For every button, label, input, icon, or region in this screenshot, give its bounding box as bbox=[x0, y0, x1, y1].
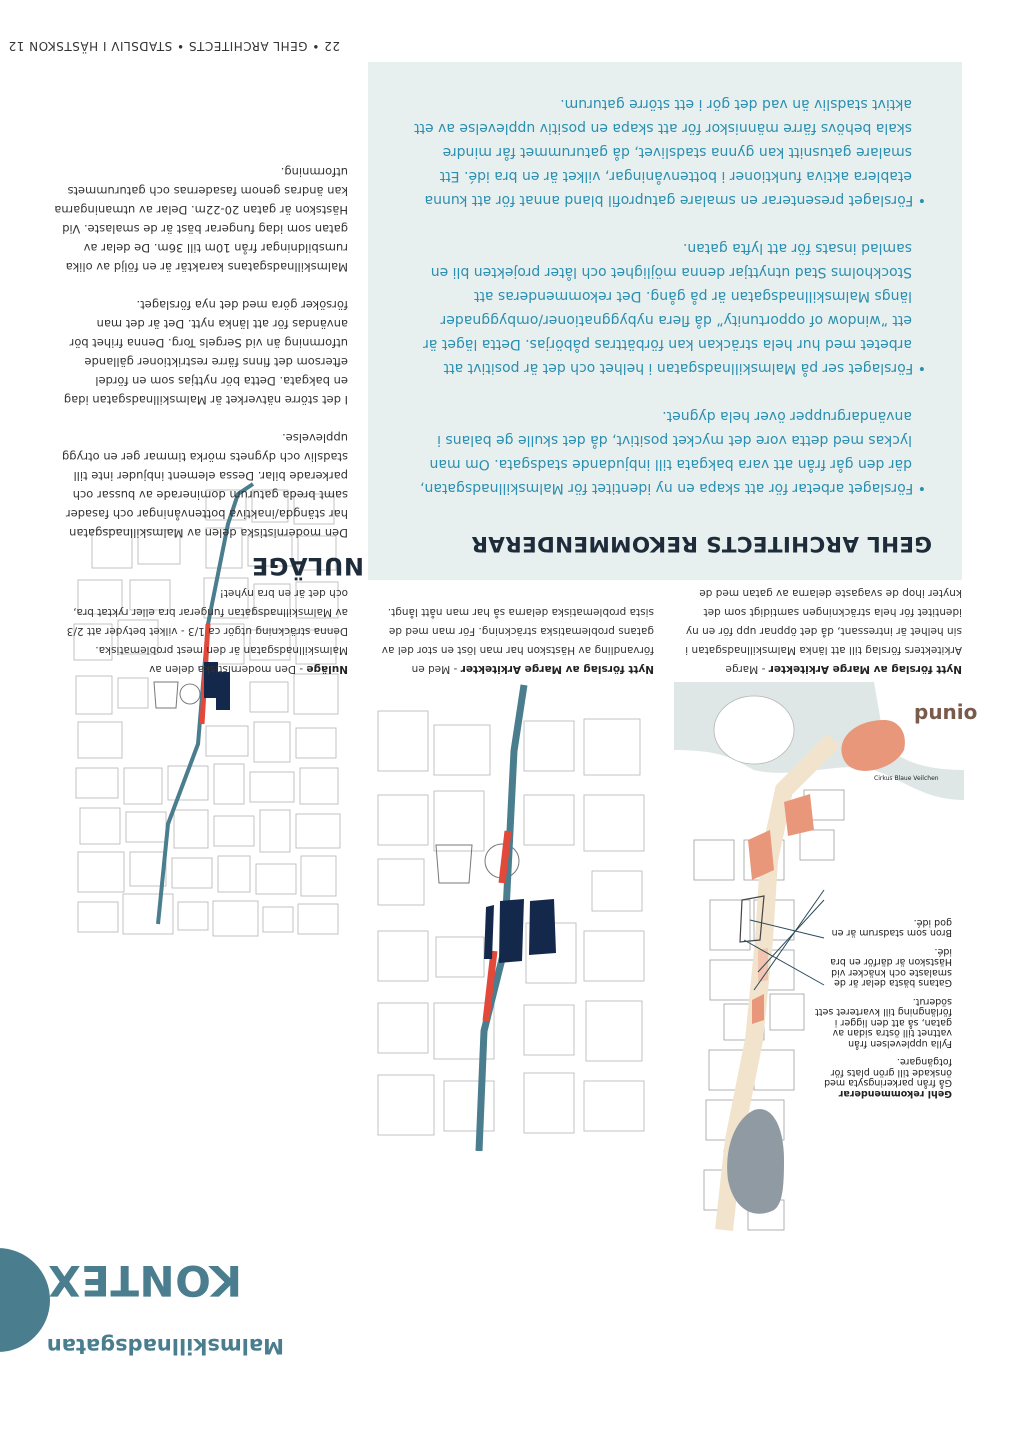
section-title: KONTEXT bbox=[18, 1256, 242, 1305]
recommendation-title: GEHL ARCHITECTS REKOMMENDERAR bbox=[471, 531, 932, 556]
caption-proposal-1: Nytt förslag av Marge Arkitekter - Med en förvandling av Hästskon har man löst en stor del av gatans problematiska sträckning. För man med de sista problematiska delarna så har man nått långt. bbox=[381, 606, 654, 675]
nulage-paragraph: I det större nätverket är Malmskillnadsgatan idag en bakgata. Detta bör nyttjas som en fördel eftersom det finns färre restriktioner gällande utformning än vid Sergels Torg. Denna frihet bör användas för att länka nytt. Det är det man försöker göra med det nya förslaget. bbox=[63, 298, 348, 407]
map-proposal-1 bbox=[366, 685, 654, 1151]
legend-heading: Gehl rekommenderar bbox=[838, 1088, 952, 1099]
nulage-paragraph: Den modernistiska delen av Malmskillnadsgatan har stängda/inaktiva bottenvåningar och fasader samt breda gaturum dominerade av bussar och parkerade bilar. Dessa element inbjuder inte till stadsliv och dygnets mörka timmar ger en otrygg upplevelse. bbox=[61, 431, 348, 540]
section-subtitle: Malmskillnadsgatan bbox=[46, 1334, 284, 1358]
recommendation-item: • Förslaget ser på Malmskillnadsgatan i helhet och det är positivt att arbetet med hur hela sträckan kan förbättras påbörjas. Detta läget är ett ”window of opportunity” då flera nybyggnationer/ombyggnader längs Malmskillnadsgatan är på gång. Det rekommenderas att Stockholms Stad utnyttjar denna möjlighet och låter projekten bli en samlad insats för att lyfta gatan. bbox=[406, 236, 926, 380]
legend-item: Fylla upplevelsen från vattnet till östra sidan av gatan, så att den ligger i förlängning till kvarteret sett söderut. bbox=[815, 996, 952, 1049]
legend-item: Gå från parkeringsyta med önskade till grön plats för fotgängare. bbox=[824, 1056, 952, 1089]
recommendation-box bbox=[368, 62, 962, 580]
recommendation-item: • Förslaget arbetar för att skapa en ny identitet för Malmskillnadsgatan, där den går från att vara bakgata till inbjudande stadsgata. Om man lyckas med detta vore det mycket positivt, då det skulle ge balans i användargrupper över hela dygnet. bbox=[406, 404, 926, 500]
map-proposal-1-svg bbox=[366, 685, 654, 1151]
recommendation-list bbox=[406, 68, 926, 500]
map-logo: punio bbox=[914, 700, 978, 724]
nulage-title: NULÄGE bbox=[251, 552, 364, 580]
legend-item: Bron som stadsrum är en god idé. bbox=[831, 917, 952, 939]
caption-nulage: Nuläge - Den modernistiska delen av Malmskillnadsgatan är den mest problematiska. Denna sträckning utgör ca 1/3 - vilket betyder att 2/3 av Malmskillnadsgatan fungerar bra eller ryktat bra, och det är en bra nyhet! bbox=[66, 587, 348, 675]
running-header: 22 • GEHL ARCHITECTS • STADSLIV I HÄSTSKON 12 bbox=[8, 39, 340, 53]
map-legend bbox=[812, 917, 952, 1099]
recommendation-item: • Förslaget presenterar en smalare gatuprofil bland annat för att kunna etablera aktiva funktioner i bottenvåningar, vilket är en bra idé. Ett smalare gatusnitt kan gynna stadslivet, då gaturummet får mindre skala behövs färre människor för att skapa en positiv upplevelse av ett aktivt stadsliv än vad det gör i ett större gaturum. bbox=[406, 92, 926, 212]
legend-item: Gatans bästa delar är de smalaste och knäcker vid Hästskon är därför en bra idé. bbox=[830, 946, 952, 989]
nulage-body bbox=[50, 143, 348, 542]
nulage-paragraph: Malmskillnadsgatans karaktär är en följd av olika rumsbildningar från 10m till 36m. De delar av gatan som idag fungerar bäst är de smalaste. Vid Hästskon är gatan 20-22m. Delar av utmaningarna kan ändras genom fasadernas och gaturummets utformning. bbox=[54, 165, 348, 274]
caption-proposal-2: Nytt förslag av Marge Arkitekter - Marge Arkitekters förslag till att länka Malmskillnadsgatan i sin helhet är intressant, då det öppnar upp för en ny identitet för hela sträckningen samtidigt som det knyter ihop de svagaste delarna av gatan med de bbox=[685, 587, 962, 675]
map-label-cirkus: Cirkus Blaue Veilchen bbox=[874, 775, 939, 782]
